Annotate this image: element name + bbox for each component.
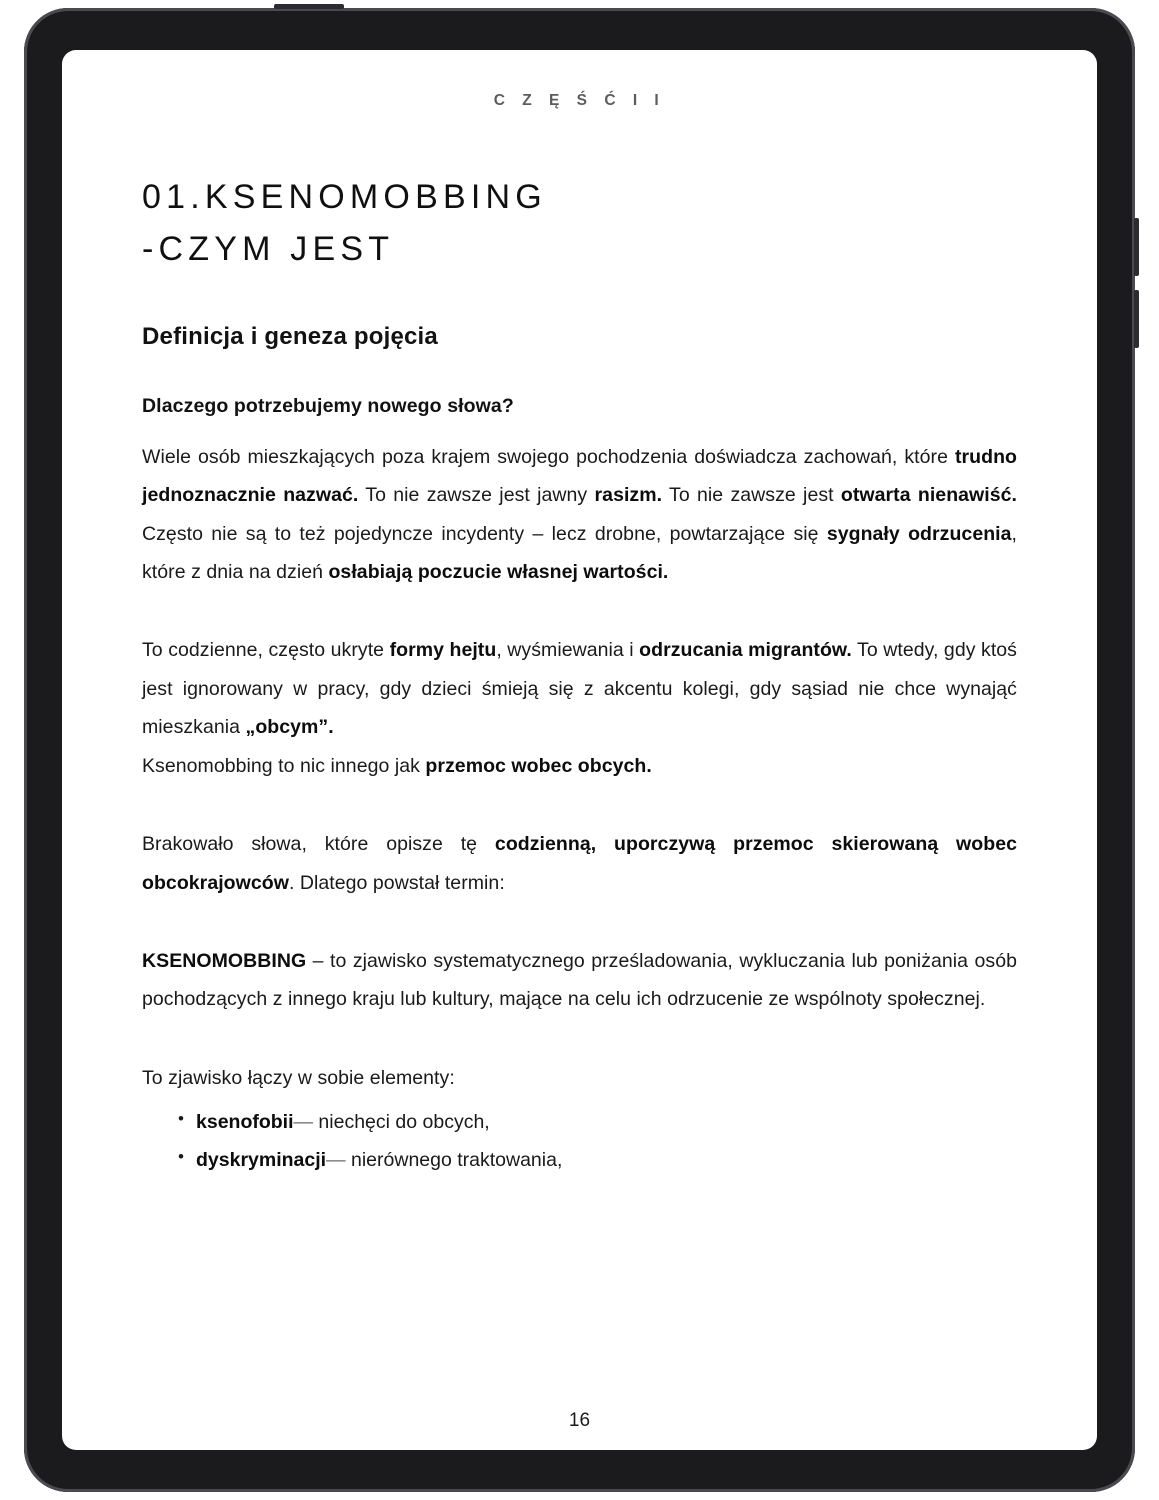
bold-run: osłabiają poczucie własnej wartości. (328, 561, 669, 584)
list-item-dash: — (326, 1149, 346, 1172)
volume-up-button[interactable] (1134, 218, 1139, 276)
text-run: , wyśmiewania i (496, 639, 640, 662)
paragraph-definition (142, 438, 1017, 592)
paragraph-definition-short (142, 747, 1017, 785)
text-run: To nie zawsze jest jawny (358, 484, 595, 507)
text-run: Wiele osób mieszkających poza krajem swojego pochodzenia doświadcza zachowań, które (142, 445, 955, 468)
list-item (178, 1103, 1017, 1141)
section-heading: Definicja i geneza pojęcia (142, 323, 438, 351)
chapter-title-line-1: 01.KSENOMOBBING (142, 178, 547, 216)
paragraph-missing-word (142, 825, 1017, 902)
volume-down-button[interactable] (1134, 290, 1139, 348)
bold-run: trudno jednoznacznie nazwać. (142, 445, 1017, 507)
power-button[interactable] (274, 4, 344, 9)
chapter-title (142, 172, 1017, 275)
text-run: Brakowało słowa, które opisze tę (142, 833, 495, 856)
text-run: – to zjawisko systematycznego prześladowania, wykluczania lub poniżania osób pochodzących z innego kraju lub kultury, mające na celu ich odrzucenie ze wspólnoty społecznej. (142, 949, 1017, 1011)
list-intro: To zjawisko łączy w sobie elementy: (142, 1066, 455, 1089)
bold-run: formy hejtu (389, 639, 497, 662)
subheading-question: Dlaczego potrzebujemy nowego słowa? (142, 395, 514, 418)
paragraph-everyday-forms (142, 631, 1017, 746)
text-run: Często nie są to też pojedyncze incydenty – lecz drobne, powtarzające się (142, 522, 827, 545)
text-run: To wtedy, gdy ktoś jest ignorowany w pracy, gdy dzieci śmieją się z akcentu kolegi, gdy sąsiad nie chce wynająć mieszkania (142, 639, 1017, 739)
bold-run: KSENOMOBBING (142, 949, 307, 972)
list-item-term: dyskryminacji (196, 1149, 327, 1172)
page-number: 16 (568, 1410, 591, 1431)
text-run: . Dlatego powstał termin: (288, 871, 505, 894)
ebook-page (62, 50, 1097, 1450)
bold-run: otwarta nienawiść. (840, 484, 1017, 507)
tablet-screen (62, 50, 1097, 1450)
list-item-desc: niechęci do obcych, (313, 1111, 490, 1134)
list-item-dash: — (293, 1111, 314, 1134)
elements-list (142, 1103, 1017, 1179)
bold-run: przemoc wobec obcych. (425, 754, 652, 777)
text-run: To nie zawsze jest (662, 484, 841, 507)
bold-run: odrzucania migrantów. (639, 639, 852, 662)
text-run: To codzienne, często ukryte (142, 639, 390, 662)
bold-run: sygnały odrzucenia (826, 522, 1012, 545)
paragraph-term-definition (142, 942, 1017, 1019)
tablet-device-frame (24, 8, 1135, 1492)
text-run: , które z dnia na dzień (142, 522, 1018, 584)
list-item-term: ksenofobii (196, 1111, 294, 1134)
bold-run: codzienną, uporczywą przemoc skierowaną wobec obcokrajowców (142, 833, 1017, 894)
part-label: C Z Ę Ś Ć I I (493, 92, 666, 109)
list-item (178, 1141, 1017, 1179)
text-run: Ksenomobbing to nic innego jak (142, 754, 426, 777)
bold-run: rasizm. (594, 484, 663, 507)
chapter-title-line-2: -CZYM JEST (142, 229, 395, 268)
bold-run: „obcym”. (245, 716, 334, 739)
list-item-desc: nierównego traktowania, (345, 1149, 563, 1172)
